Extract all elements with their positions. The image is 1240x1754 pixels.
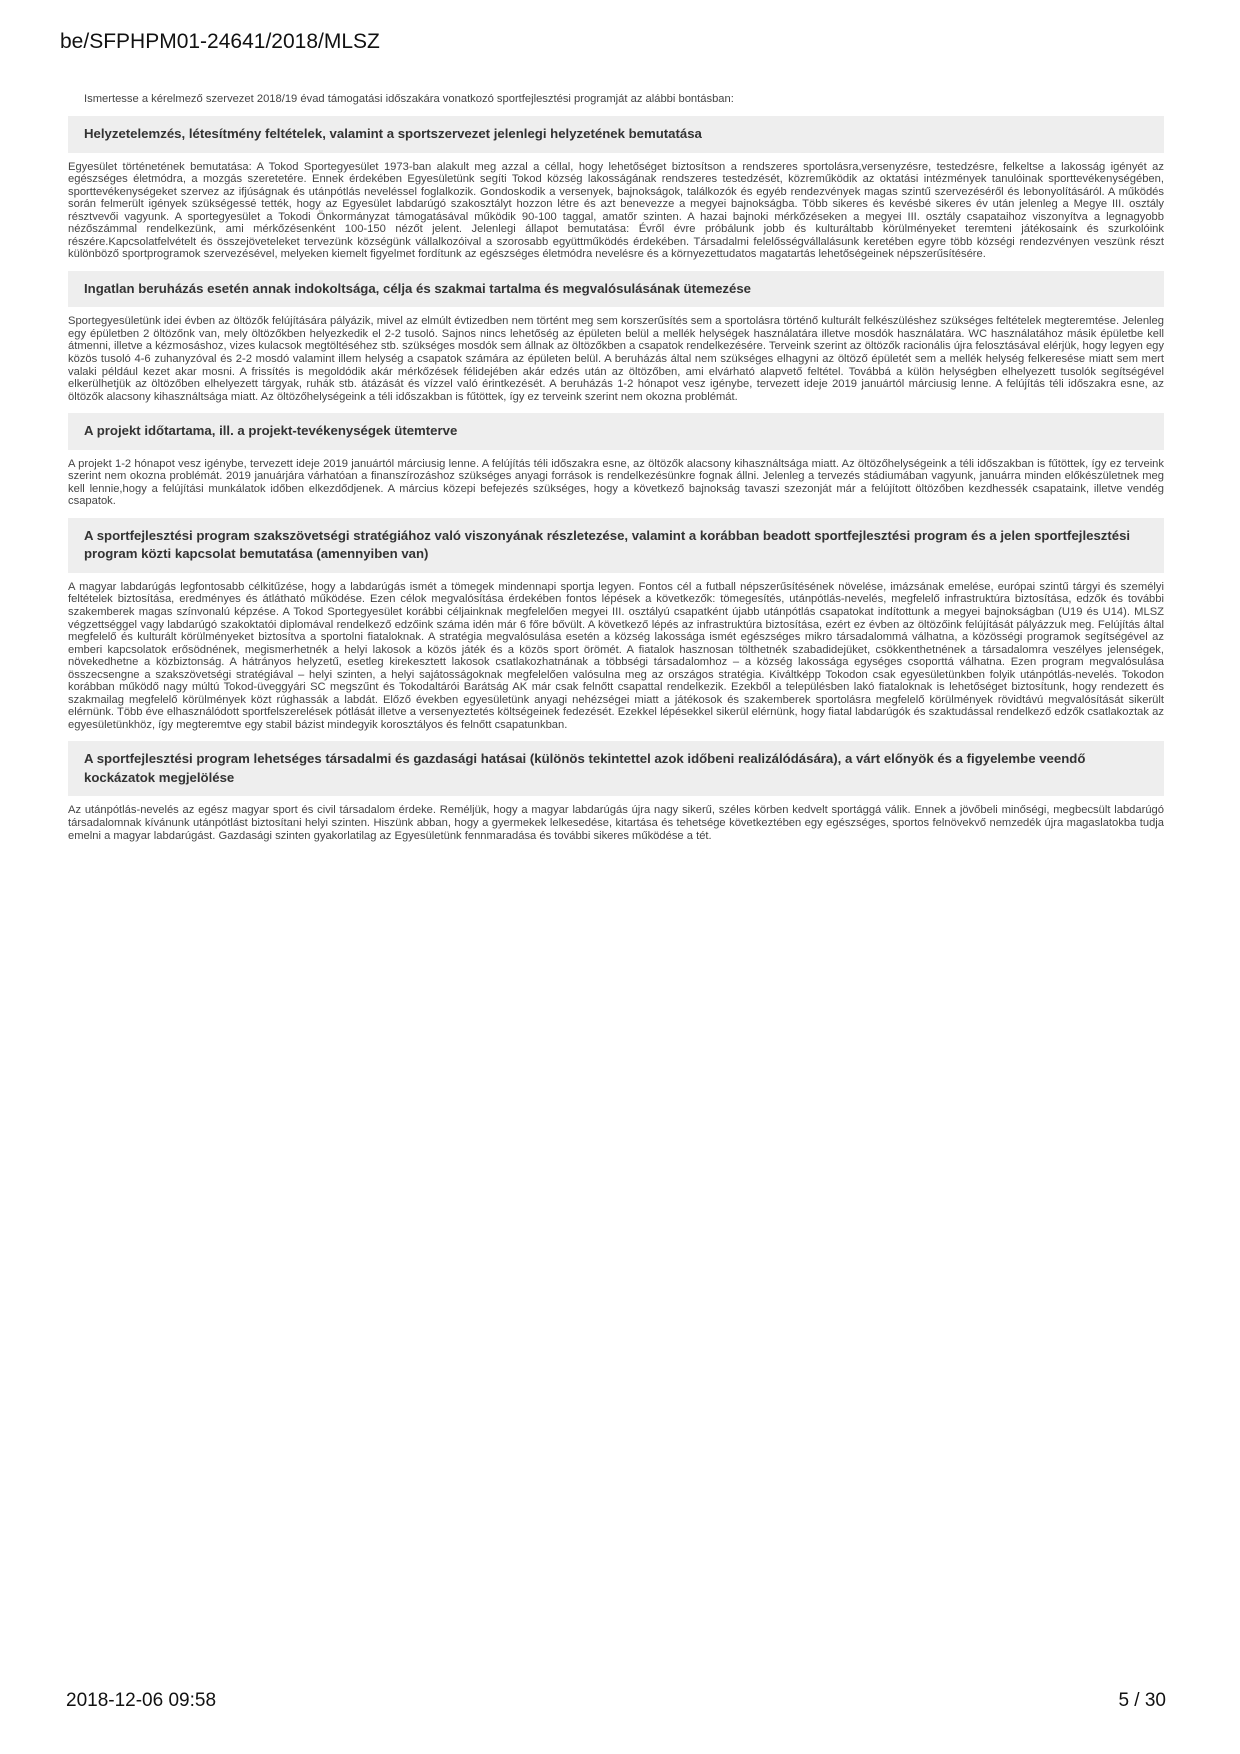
section-property-investment bbox=[68, 271, 1164, 403]
section-situation-analysis bbox=[68, 116, 1164, 261]
intro-text: Ismertesse a kérelmező szervezet 2018/19 évad támogatási időszakára vonatkozó sportfejlesztési programját az alábbi bontásban: bbox=[84, 93, 734, 105]
section-body: Sportegyesületünk idei évben az öltözők felújítására pályázik, mivel az elmúlt évtizedben nem történt meg sem korszerűsítés sem a sportolásra történő kulturált felkészüléshez szükséges feltételek megteremtése. Jelenleg egy épületben 2 öltözőnk van, mely öltözőkben helyezkedik el 2-2 tusoló. Sajnos nincs lehetőség az épületen belül a mellék helységek használatára illetve mosdók használatára. WC használatához másik épületbe kell átmenni, illetve a kézmosáshoz, vizes kulacsok megtöltéséhez stb. szükséges mosdók sem állnak az öltözőkben a csapatok rendelkezésére. Terveink szerint az öltözők racionális újra felosztásával elérjük, hogy legyen egy közös tusoló 4-6 zuhanyzóval és 2-2 mosdó valamint illem helység a csapatok számára az épületen belül. A beruházás által nem szükséges elhagyni az öltöző épületét sem a mellék helység felkeresése miatt sem mert valaki például kezet akar mosni. A frissítés is megoldódik akár mérkőzések félidejében akár edzés után az öltözőben, ami elvárható alapvető feltétel. Továbbá a külön helységben elhelyezett tusolók segítségével elkerülhetjük az öltözőben elhelyezett tárgyak, ruhák stb. átázását és vízzel való érintkezését. A beruházás 1-2 hónapot vesz igénybe, tervezett ideje 2019 januártól márciusig lenne. A felújítás téli időszakra esne, az öltözők alacsony kihasználtsága miatt. Az öltözőhelységeink a téli időszakban is fűtöttek, így ez terveink szerint nem okozna problémát. bbox=[68, 315, 1164, 403]
sections-container bbox=[68, 116, 1164, 852]
section-body: Az utánpótlás-nevelés az egész magyar sport és civil társadalom érdeke. Reméljük, hogy a magyar labdarúgás újra nagy sikerű, széles körben kedvelt sportággá válik. Ennek a jövőbeli minőségi, megbecsült labdarúgó társadalomnak kívánunk utánpótlást biztosítani helyi szinten. Hiszünk abban, hogy a gyermekek lelkesedése, kitartása és tehetsége következtében egy egészséges, sportos felnövekvő nemzedék újra magaslatokba tudja emelni a magyar labdarúgást. Gazdasági szinten gyakorlatilag az Egyesületünk fennmaradása és további sikeres működése a tét. bbox=[68, 804, 1164, 842]
footer-timestamp: 2018-12-06 09:58 bbox=[66, 1690, 217, 1711]
section-federation-strategy bbox=[68, 518, 1164, 732]
section-heading: A sportfejlesztési program szakszövetségi stratégiához való viszonyának részletezése, valamint a korábban beadott sportfejlesztési program és a jelen sportfejlesztési program közti kapcsolat bemutatása (amennyiben van) bbox=[68, 518, 1164, 573]
section-body: A magyar labdarúgás legfontosabb célkitűzése, hogy a labdarúgás ismét a tömegek mindennapi sportja legyen. Fontos cél a futball népszerűsítésének növelése, imázsának emelése, európai szintű tárgyi és személyi feltételek biztosítása, eredményes és átlátható működése. Ezen célok megvalósítása érdekében fontos lépések a következők: tömegesítés, utánpótlás-nevelés, megfelelő infrastruktúra biztosítása, edzők és további szakemberek magas színvonalú képzése. A Tokod Sportegyesület korábbi céljainknak megfelelően megyei III. osztályú csapatként újabb utánpótlás csapatokat indítottunk a megyei bajnokságban (U19 és U14). MLSZ végzettséggel vagy labdarúgó szakoktatói diplomával rendelkező edzőink száma idén már 6 főre bővült. A következő lépés az infrastruktúra biztosítása, ezért ez évben az öltözőink felújítását pályázzuk meg. Felújítás által megfelelő és kulturált körülményeket biztosítva a sportolni fiataloknak. A stratégia megvalósulása esetén a község lakossága ismét egészséges mikro társadalommá válhatna, a közösségi programok segítségével az emberi kapcsolatok erősödnének, megismerhetnék a helyi lakosok a közös játék és a közös sport örömét. A fiatalok hasznosan tölthetnék szabadidejüket, csökkenthetnének a társadalomra veszélyes jelenségek, növekedhetne a közbiztonság. A hátrányos helyzetű, esetleg kirekesztett lakosok csatlakozhatnának a többségi társadalomhoz – a község lakossága egységes csoporttá válhatna. Ezen program megvalósulása összecsengne a szakszövetségi stratégiával – helyi szinten, a helyi sajátosságoknak megfelelően valósulna meg az országos stratégia. Kiváltképp Tokodon csak egyesületünkben folyik utánpótlás-nevelés. Tokodon korábban működő nagy múltú Tokod-üveggyári SC megszűnt és Tokodaltárói Barátság AK már csak felnőtt csapattal rendelkezik. Ezekből a településben lakó fiataloknak is lehetőséget biztosítunk, hogy rendezett és szakmailag megfelelő körülmények közt rúghassák a labdát. Előző években egyesületünk anyagi nehézségei miatt a játékosok és szakemberek sportolásra megfelelő körülmények rövidtávú megvalósítását sikerült elérnünk. Több éve elhasználódott sportfelszerelések pótlását illetve a versenyeztetés költségeinek fedezését. Ezekkel lépésekkel sikerül elérnünk, hogy fiatal labdarúgók és szaktudással rendelkező edzők csatlakoztak az egyesületünkhöz, így megteremtve egy stabil bázist mindegyik korosztályos és felnőtt csapatunkban. bbox=[68, 580, 1164, 731]
section-social-economic-impact bbox=[68, 741, 1164, 842]
document-id: be/SFPHPM01-24641/2018/MLSZ bbox=[60, 30, 380, 53]
section-body: Egyesület történetének bemutatása: A Tokod Sportegyesület 1973-ban alakult meg azzal a céllal, hogy lehetőséget biztosítson a rendszeres sportolásra,versenyzésre, testedzésre, felkeltse a lakosság igényét az egészséges életmódra, a mozgás szeretetére. Ennek érdekében Egyesületünk segíti Tokod község lakosságának rendszeres testedzését, közreműködik az oktatási intézmények tanulóinak sporttevékenységében, sporttevékenységeket szervez az ifjúságnak és utánpótlás neveléssel foglalkozik. Gondoskodik a versenyek, bajnokságok, találkozók és egyéb rendezvények magas szintű szervezéséről és lebonyolításáról. A működés során felmerült igények szükségessé tették, hogy az Egyesület labdarúgó szakosztályt hozzon létre és azt benevezze a megyei bajnokságba. Több sikeres és kevésbé sikeres év után jelenleg a Megye III. osztály résztvevői vagyunk. A sportegyesület a Tokodi Önkormányzat támogatásával működik 90-100 taggal, amatőr szinten. A hazai bajnoki mérkőzéseken a megyei III. osztály csapataihoz viszonyítva a legnagyobb nézőszámmal rendelkezünk, ami mérkőzésenként 100-150 nézőt jelent. Jelenlegi állapot bemutatása: Évről évre próbálunk jobb és kulturáltabb körülményeket teremteni játékosaink és szurkolóink részére.Kapcsolatfelvételt és összejöveteleket tervezünk községünk vállalkozóival a szorosabb együttműködés érdekében. Társadalmi felelősségvállalásunk keretében egyre több községi rendezvényen veszünk részt különböző sportprogramok szervezésével, melyeken kiemelt figyelmet fordítunk az egészséges életmódra nevelésre és a környezettudatos magatartás lehetőségeinek népszerűsítésére. bbox=[68, 160, 1164, 261]
section-heading: A sportfejlesztési program lehetséges társadalmi és gazdasági hatásai (különös tekintettel azok időbeni realizálódására), a várt előnyök és a figyelembe veendő kockázatok megjelölése bbox=[68, 741, 1164, 796]
section-heading: A projekt időtartama, ill. a projekt-tevékenységek ütemterve bbox=[68, 413, 1164, 450]
section-body: A projekt 1-2 hónapot vesz igénybe, tervezett ideje 2019 januártól márciusig lenne. A felújítás téli időszakra esne, az öltözők alacsony kihasználtsága miatt. Az öltözőhelységeink a téli időszakban is fűtöttek, így ez terveink szerint nem okozna problémát. 2019 januárjára várhatóan a finanszírozáshoz szükséges anyagi források is rendelkezésünkre fognak állni. Jelenleg a tervezés stádiumában vagyunk, januárra minden előkészületnek meg kell lennie,hogy a felújítási munkálatok időben elkezdődjenek. A március közepi befejezés szükséges, hogy a következő bajnokság tavaszi szezonját már a felújított öltözőben kezdhessék csapataink, illetve vendég csapatok. bbox=[68, 457, 1164, 508]
section-heading: Ingatlan beruházás esetén annak indokoltsága, célja és szakmai tartalma és megvalósulásának ütemezése bbox=[68, 271, 1164, 308]
section-project-schedule bbox=[68, 413, 1164, 508]
page-number: 5 / 30 bbox=[1118, 1690, 1166, 1711]
section-heading: Helyzetelemzés, létesítmény feltételek, valamint a sportszervezet jelenlegi helyzetének bemutatása bbox=[68, 116, 1164, 153]
